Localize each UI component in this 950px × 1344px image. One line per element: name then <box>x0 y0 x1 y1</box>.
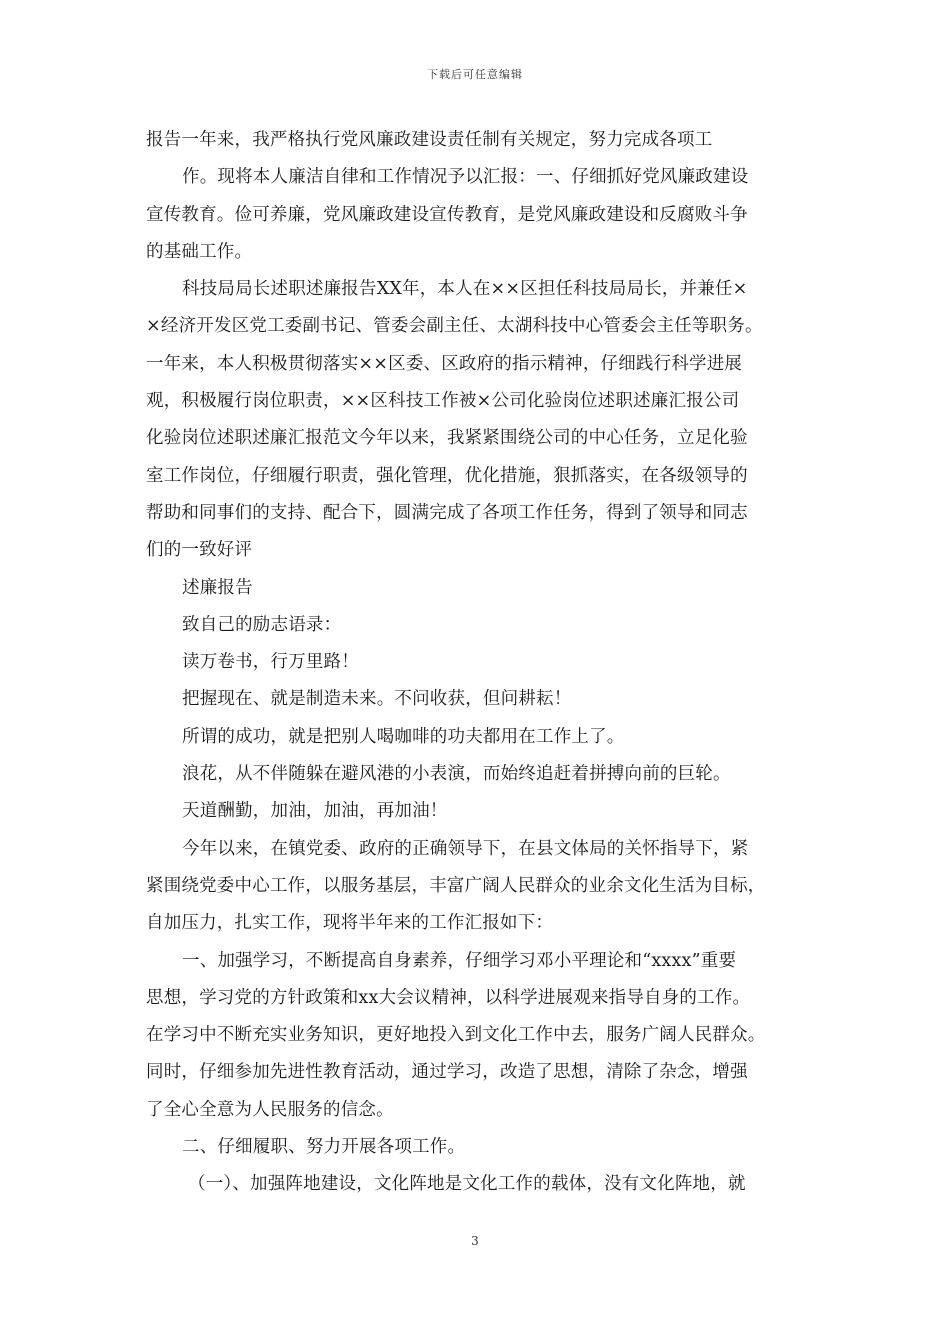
page-number: 3 <box>471 1234 479 1248</box>
text-line: 所谓的成功，就是把别人喝咖啡的功夫都用在工作上了。 <box>182 726 625 747</box>
text-line: 同时，仔细参加先进性教育活动，通过学习，改造了思想，清除了杂念，增强 <box>146 1062 748 1083</box>
text-line: 紧围绕党委中心工作，以服务基层，丰富广阔人民群众的业余文化生活为目标， <box>146 875 766 896</box>
text-line: 自加压力，扎实工作，现将半年来的工作汇报如下： <box>146 913 554 934</box>
text-line: 观，积极履行岗位职责，××区科技工作被×公司化验岗位述职述廉汇报公司 <box>146 391 740 412</box>
text-line: 二、仔细履职、努力开展各项工作。 <box>182 1137 466 1158</box>
document-body <box>146 126 806 1208</box>
text-line: 宣传教育。俭可养廉，党风廉政建设宣传教育，是党风廉政建设和反腐败斗争 <box>146 204 748 225</box>
text-line: 室工作岗位，仔细履行职责，强化管理，优化措施，狠抓落实，在各级领导的 <box>146 465 748 486</box>
text-line: 天道酬勤，加油，加油，再加油！ <box>182 801 448 822</box>
text-line: 一年来，本人积极贯彻落实××区委、区政府的指示精神，仔细践行科学进展 <box>146 353 743 374</box>
text-line: 读万卷书，行万里路！ <box>182 652 359 673</box>
text-line: 作。现将本人廉洁自律和工作情况予以汇报：一、仔细抓好党风廉政建设 <box>182 167 749 188</box>
text-line: 致自己的励志语录： <box>182 614 342 635</box>
text-line: 浪花，从不伴随躲在避风港的小表演，而始终追赶着拼搏向前的巨轮。 <box>182 764 731 785</box>
text-line: 思想，学习党的方针政策和xx大会议精神，以科学进展观来指导自身的工作。 <box>146 987 751 1008</box>
text-line: 述廉报告 <box>182 577 253 598</box>
page-header: 下载后可任意编辑 <box>427 68 523 81</box>
text-line: 科技局局长述职述廉报告XX年，本人在××区担任科技局局长，并兼任× <box>182 279 748 300</box>
text-line: 把握现在、就是制造未来。不问收获，但问耕耘！ <box>182 689 572 710</box>
text-line: 化验岗位述职述廉汇报范文今年以来，我紧紧围绕公司的中心任务，立足化验 <box>146 428 748 449</box>
text-line: ×经济开发区党工委副书记、管委会副主任、太湖科技中心管委会主任等职务。 <box>146 316 763 337</box>
text-line: 在学习中不断充实业务知识，更好地投入到文化工作中去，服务广阔人民群众。 <box>146 1025 766 1046</box>
text-line: 们的一致好评 <box>146 540 253 561</box>
text-line: 了全心全意为人民服务的信念。 <box>146 1099 394 1120</box>
text-line: 帮助和同事们的支持、配合下，圆满完成了各项工作任务，得到了领导和同志 <box>146 502 748 523</box>
text-line: （一）、加强阵地建设，文化阵地是文化工作的载体，没有文化阵地，就 <box>188 1174 746 1195</box>
text-line: 的基础工作。 <box>146 241 253 262</box>
text-line: 报告一年来，我严格执行党风廉政建设责任制有关规定，努力完成各项工 <box>146 130 713 150</box>
text-line: 今年以来，在镇党委、政府的正确领导下，在县文体局的关怀指导下，紧 <box>182 838 749 859</box>
text-line: 一、加强学习，不断提高自身素养，仔细学习邓小平理论和“xxxx”重要 <box>182 950 737 971</box>
